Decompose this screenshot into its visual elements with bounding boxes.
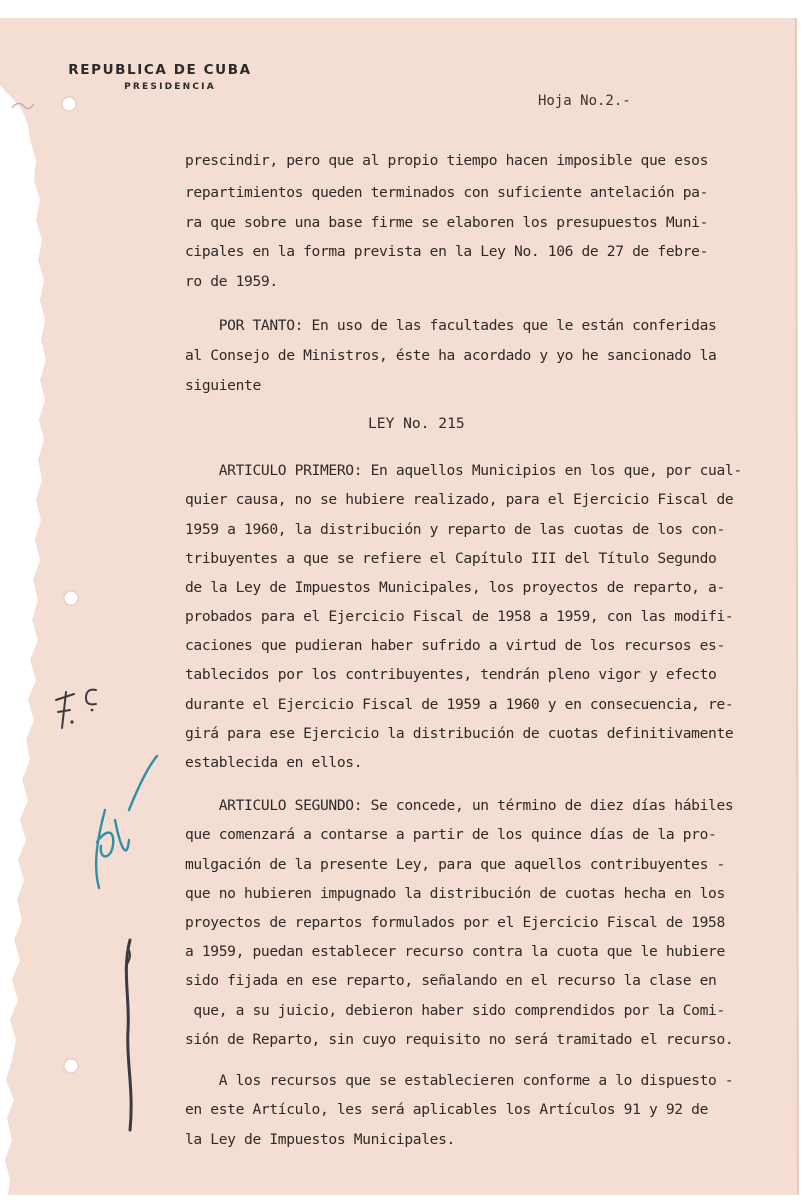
- text-line: en este Artículo, les será aplicables los Artículos 91 y 92 de: [185, 1101, 709, 1118]
- text-line: ro de 1959.: [185, 273, 278, 290]
- text-line: que, a su juicio, debieron haber sido comprendidos por la Comi-: [185, 1002, 725, 1019]
- text-line: sido fijada en ese reparto, señalando en el recurso la clase en: [185, 972, 717, 989]
- text-line: repartimientos queden terminados con suficiente antelación pa-: [185, 184, 709, 201]
- text-line: que no hubieren impugnado la distribución de cuotas hecha en los: [185, 885, 725, 902]
- text-line: mulgación de la presente Ley, para que aquellos contribuyentes -: [185, 856, 725, 873]
- text-line: de la Ley de Impuestos Municipales, los proyectos de reparto, a-: [185, 579, 725, 596]
- text-line: siguiente: [185, 377, 261, 394]
- letterhead-office: PRESIDENCIA: [124, 82, 216, 92]
- text-line: durante el Ejercicio Fiscal de 1959 a 1960 y en consecuencia, re-: [185, 696, 734, 713]
- punch-hole-bottom: [63, 1058, 79, 1074]
- law-title: LEY No. 215: [368, 415, 465, 432]
- letterhead-country: REPUBLICA DE CUBA: [68, 62, 252, 78]
- text-line: establecida en ellos.: [185, 754, 363, 771]
- blue-ink-signature: [85, 750, 165, 900]
- text-line: 1959 a 1960, la distribución y reparto de las cuotas de los con-: [185, 521, 725, 538]
- text-line: sión de Reparto, sin cuyo requisito no será tramitado el recurso.: [185, 1031, 734, 1048]
- text-line: la Ley de Impuestos Municipales.: [185, 1131, 455, 1148]
- text-line: cipales en la forma prevista en la Ley No. 106 de 27 de febre-: [185, 243, 709, 260]
- text-line: quier causa, no se hubiere realizado, para el Ejercicio Fiscal de: [185, 491, 734, 508]
- text-line: prescindir, pero que al propio tiempo hacen imposible que esos: [185, 152, 709, 169]
- text-line: A los recursos que se establecieren conforme a lo dispuesto -: [185, 1072, 734, 1089]
- text-line: caciones que pudieran haber sufrido a virtud de los recursos es-: [185, 637, 725, 654]
- text-line: girá para ese Ejercicio la distribución de cuotas definitivamente: [185, 725, 734, 742]
- text-line: POR TANTO: En uso de las facultades que le están conferidas: [185, 317, 717, 334]
- text-line: ra que sobre una base firme se elaboren los presupuestos Muni-: [185, 214, 709, 231]
- letterhead: [60, 62, 260, 92]
- text-line: tablecidos por los contribuyentes, tendrán pleno vigor y efecto: [185, 666, 717, 683]
- margin-annotation-initials: [52, 680, 112, 740]
- signature-stroke: [100, 930, 160, 1140]
- text-line: ARTICULO PRIMERO: En aquellos Municipios en los que, por cual-: [185, 462, 742, 479]
- sheet-number: Hoja No.2.-: [538, 93, 631, 109]
- text-line: ARTICULO SEGUNDO: Se concede, un término de diez días hábiles: [185, 797, 734, 814]
- text-line: a 1959, puedan establecer recurso contra la cuota que le hubiere: [185, 943, 725, 960]
- text-line: tribuyentes a que se refiere el Capítulo III del Título Segundo: [185, 550, 717, 567]
- text-line: proyectos de repartos formulados por el Ejercicio Fiscal de 1958: [185, 914, 725, 931]
- text-line: probados para el Ejercicio Fiscal de 1958 a 1959, con las modifi-: [185, 608, 734, 625]
- punch-hole-top: [61, 96, 77, 112]
- punch-hole-middle: [63, 590, 79, 606]
- text-line: que comenzará a contarse a partir de los quince días de la pro-: [185, 826, 717, 843]
- text-line: al Consejo de Ministros, éste ha acordado y yo he sancionado la: [185, 347, 717, 364]
